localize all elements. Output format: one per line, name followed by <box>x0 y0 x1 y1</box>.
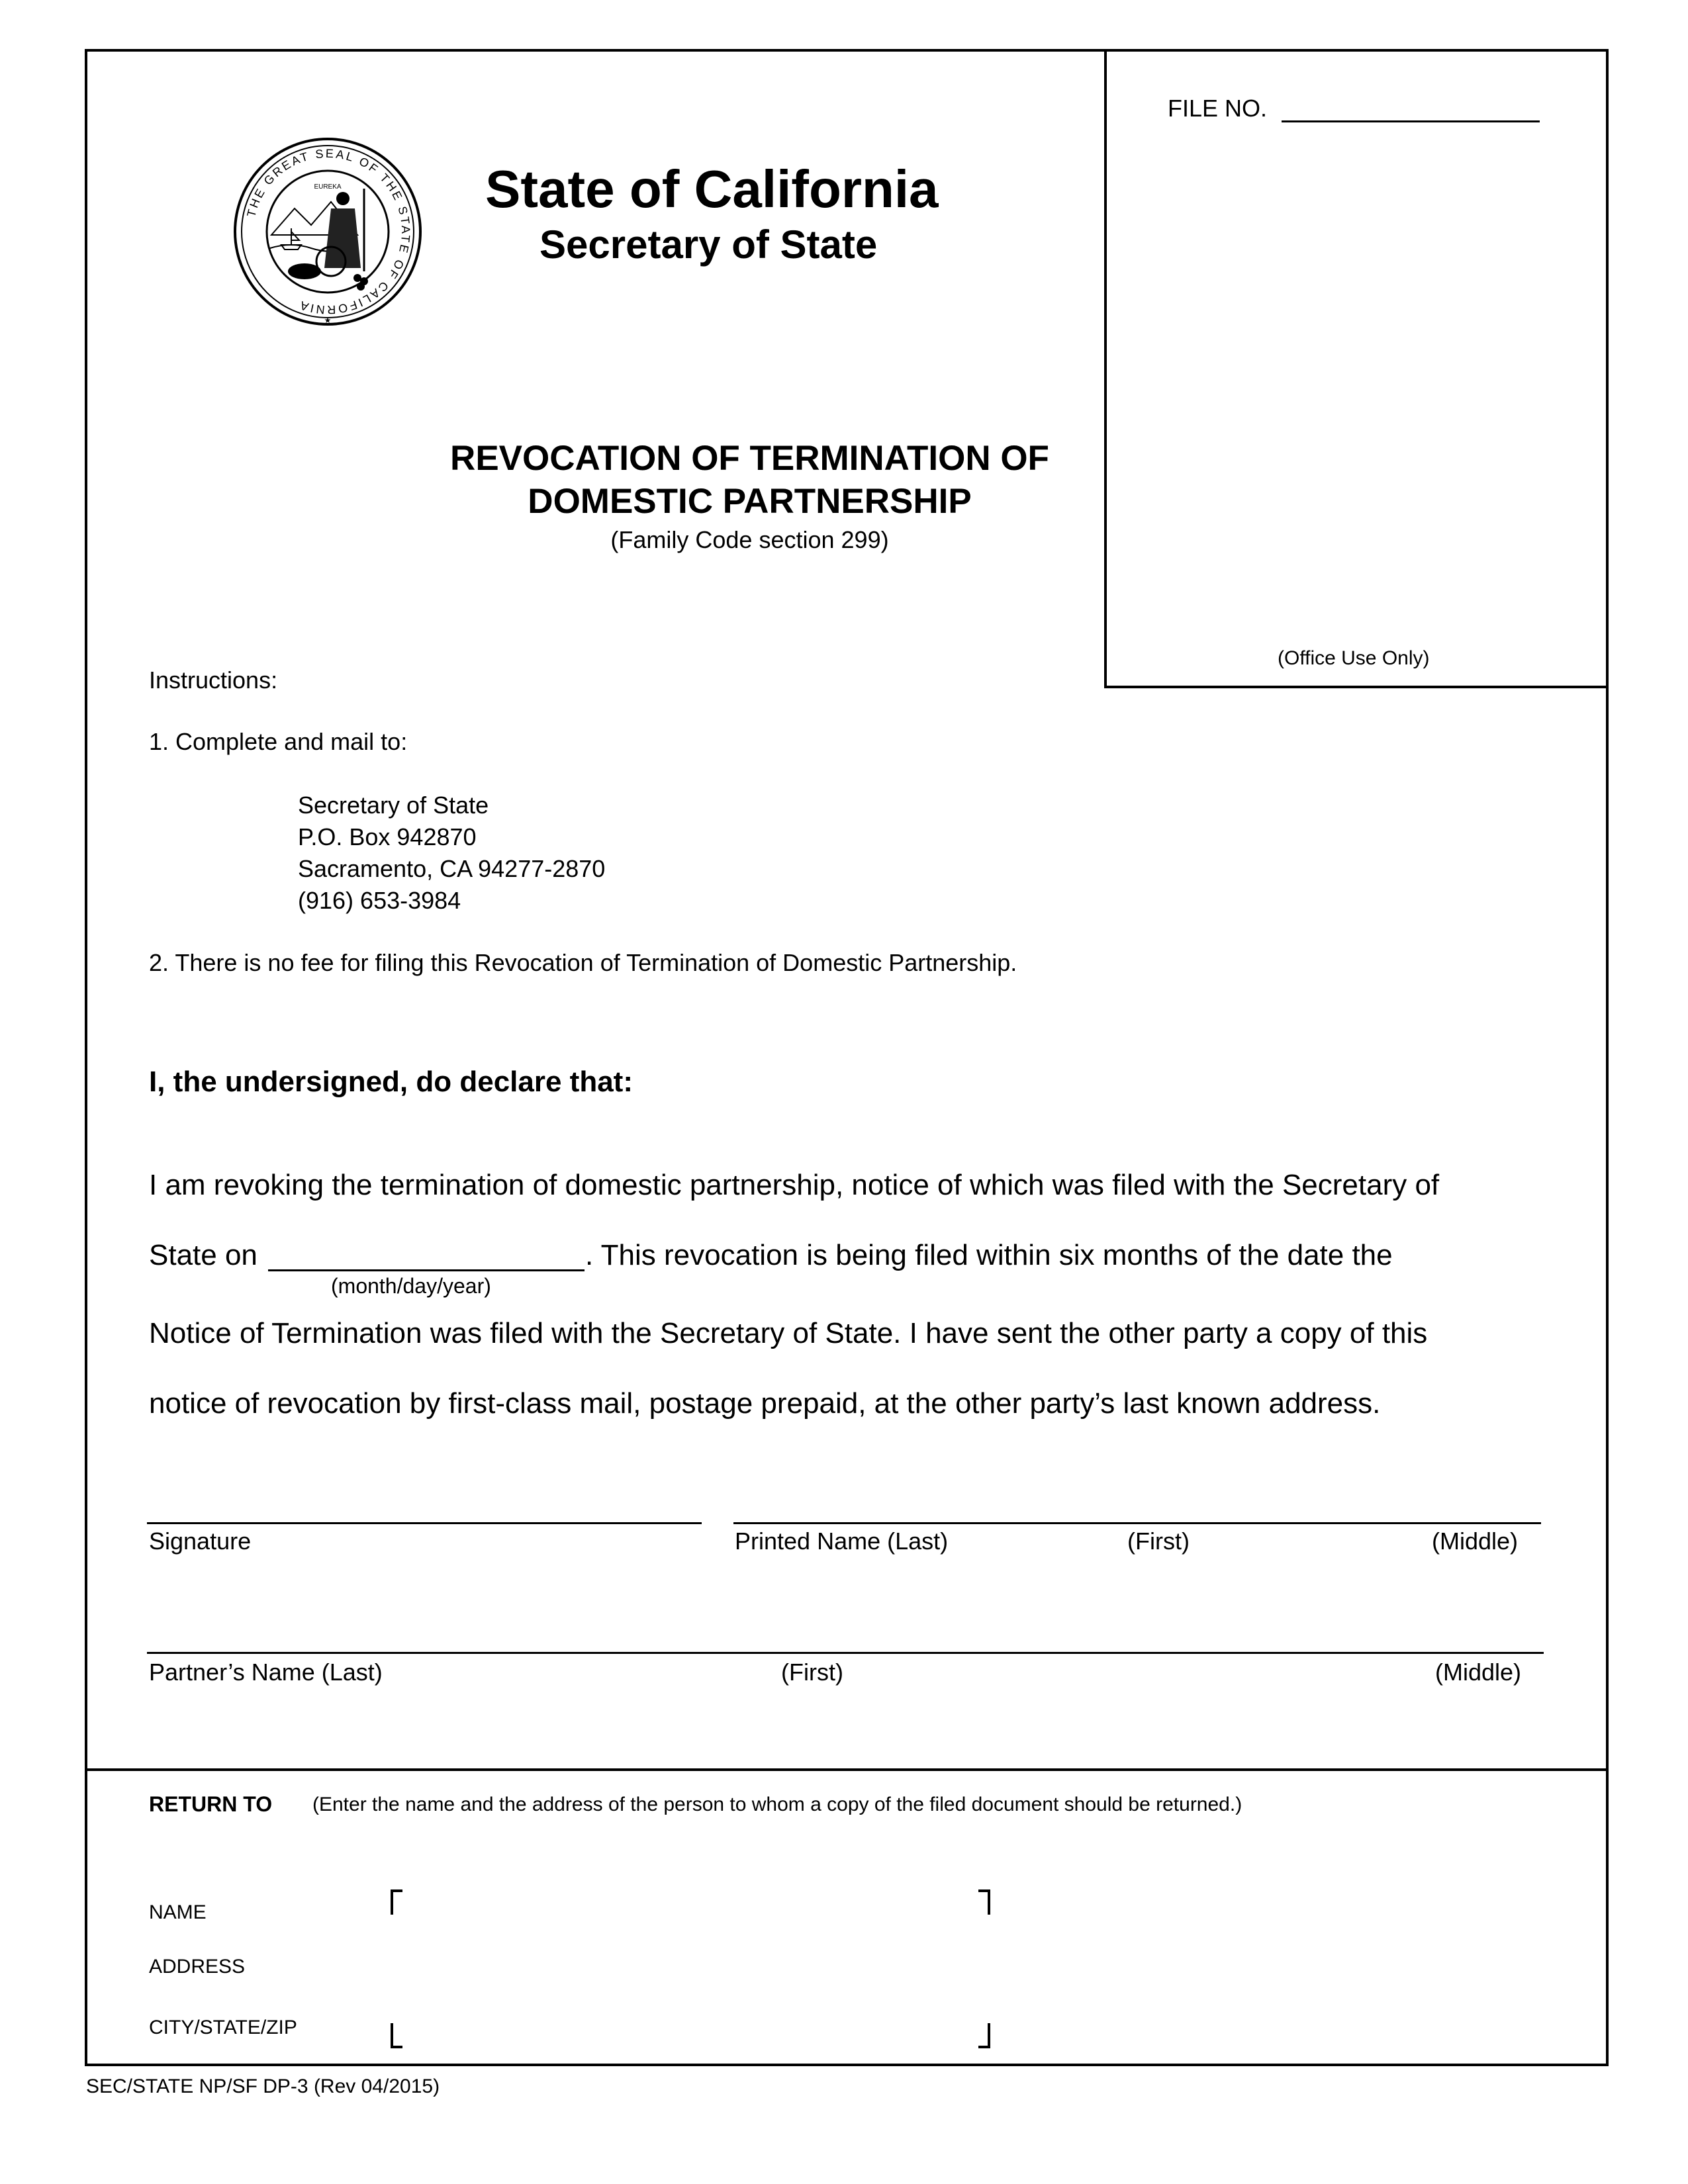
printed-name-field[interactable] <box>733 1522 1541 1524</box>
filed-date-field[interactable] <box>268 1269 585 1271</box>
bracket-top-right <box>978 1889 990 1915</box>
mail-address-line: (916) 653-3984 <box>298 887 461 914</box>
return-address-field[interactable] <box>391 1889 1000 2048</box>
printed-first-label: (First) <box>1127 1527 1190 1555</box>
return-to-instructions: (Enter the name and the address of the person to whom a copy of the filed document should be returned.) <box>312 1794 1243 1815</box>
date-format-hint: (month/day/year) <box>331 1274 491 1298</box>
form-title-line1: REVOCATION OF TERMINATION OF <box>450 439 1049 478</box>
file-no-line[interactable] <box>1282 120 1540 122</box>
state-title: State of California <box>485 159 939 218</box>
return-address-label: ADDRESS <box>149 1956 246 1978</box>
return-name-label: NAME <box>149 1901 207 1923</box>
partner-middle-label: (Middle) <box>1435 1659 1522 1686</box>
seal-motto: EUREKA <box>314 183 342 191</box>
declaration-heading: I, the undersigned, do declare that: <box>149 1066 633 1098</box>
signature-field[interactable] <box>147 1522 702 1524</box>
declaration-line-3: Notice of Termination was filed with the Secretary of State. I have sent the other party a copy of this <box>149 1317 1428 1349</box>
mail-address-line: Secretary of State <box>298 792 489 819</box>
office-use-label: (Office Use Only) <box>1278 647 1430 669</box>
office-subtitle: Secretary of State <box>539 222 878 267</box>
file-no-label: FILE NO. <box>1168 95 1268 122</box>
california-seal-icon <box>232 136 424 328</box>
signature-label: Signature <box>149 1527 252 1555</box>
return-to-label: RETURN TO <box>149 1792 273 1816</box>
seal-outer-text: THE GREAT SEAL OF THE STATE OF CALIFORNIA <box>244 146 413 317</box>
instructions-heading: Instructions: <box>149 666 278 694</box>
mail-address-line: Sacramento, CA 94277-2870 <box>298 855 606 882</box>
bracket-bottom-left <box>391 2023 402 2048</box>
declaration-line-2-prefix: State on <box>149 1239 258 1271</box>
form-id-footer: SEC/STATE NP/SF DP-3 (Rev 04/2015) <box>86 2075 440 2097</box>
declaration-line-4: notice of revocation by first-class mail, postage prepaid, at the other party’s last known address. <box>149 1387 1381 1420</box>
partner-first-label: (First) <box>781 1659 843 1686</box>
mail-address-line: P.O. Box 942870 <box>298 823 477 850</box>
form-title-line2: DOMESTIC PARTNERSHIP <box>528 482 972 521</box>
return-section-divider <box>85 1768 1609 1771</box>
declaration-line-1: I am revoking the termination of domestic partnership, notice of which was filed with the Secretary of <box>149 1169 1440 1201</box>
form-citation: (Family Code section 299) <box>610 526 889 553</box>
declaration-line-2-suffix: . This revocation is being filed within six months of the date the <box>585 1239 1393 1271</box>
bracket-bottom-right <box>978 2023 990 2048</box>
instruction-step-1: 1. Complete and mail to: <box>149 728 408 755</box>
bracket-top-left <box>391 1889 402 1915</box>
svg-text:★: ★ <box>324 316 332 325</box>
instruction-step-2: 2. There is no fee for filing this Revocation of Termination of Domestic Partnership. <box>149 949 1017 976</box>
partner-last-label: Partner’s Name (Last) <box>149 1659 383 1686</box>
printed-last-label: Printed Name (Last) <box>735 1527 949 1555</box>
office-use-box <box>1104 49 1609 688</box>
return-city-label: CITY/STATE/ZIP <box>149 2017 297 2038</box>
printed-middle-label: (Middle) <box>1432 1527 1519 1555</box>
partner-name-field[interactable] <box>147 1652 1544 1654</box>
